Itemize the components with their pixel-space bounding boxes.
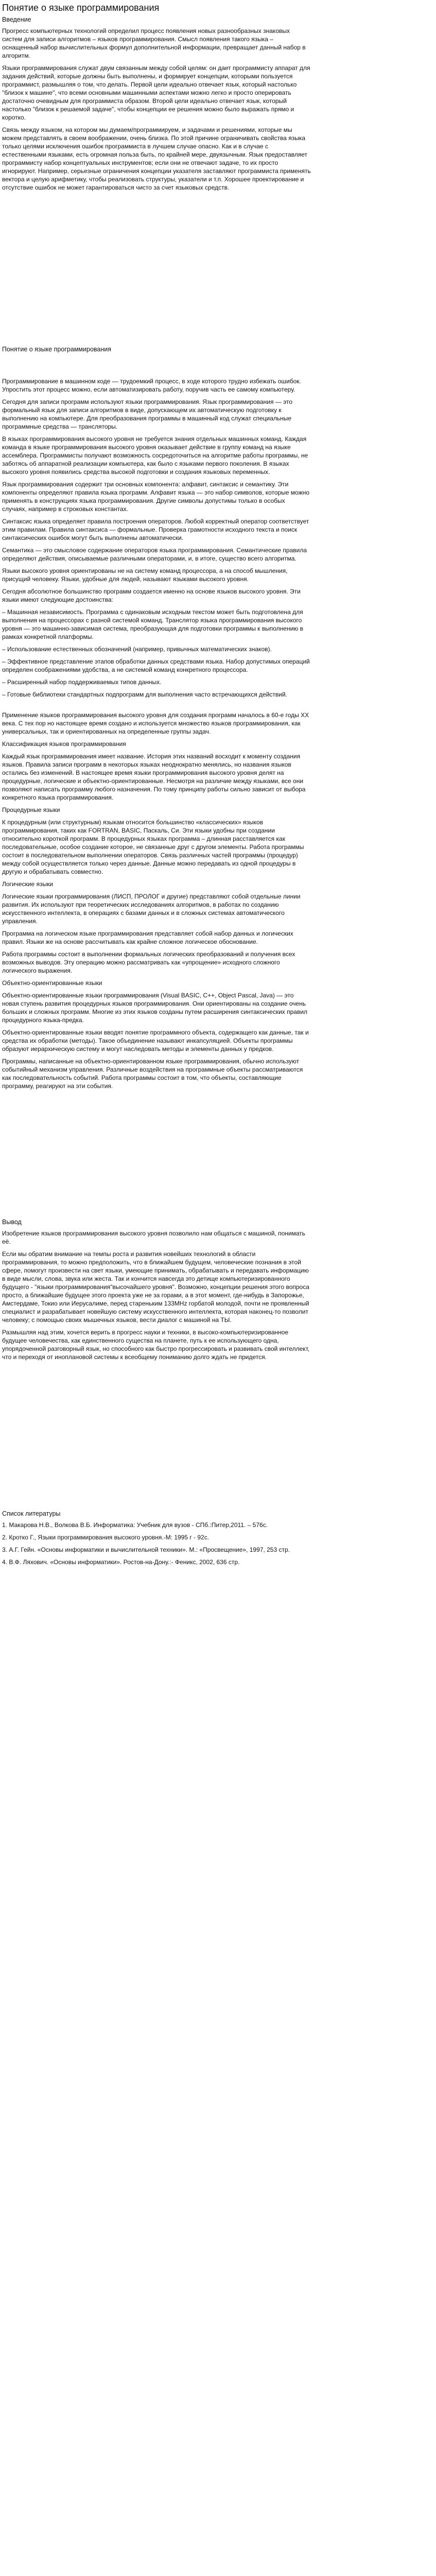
- list-item: – Использование естественных обозначений (например, привычных математических знаков).: [2, 646, 272, 653]
- subheading: Объектно-ориентированные языки: [2, 979, 102, 987]
- section-heading-intro: Введение: [2, 16, 31, 23]
- blank-space: [2, 196, 311, 345]
- section-heading-references: Список литературы: [2, 1510, 61, 1517]
- reference-item: 3. А.Г. Гейн. «Основы информатики и вычислительной техники». М.: «Просвещение», 1997, 253 стр.: [2, 1546, 290, 1553]
- list-item: – Расширенный набор поддерживаемых типов данных.: [2, 679, 162, 686]
- subheading: Процедурные языки: [2, 806, 60, 814]
- document-title: Понятие о языке программирования: [2, 3, 160, 13]
- paragraph: Размышляя над этим, хочется верить в прогресс науки и техники, в высоко-компьютеризированное будущее человечества, как единственного существа на планете, путь к ее использующего одна, упорядоченной разговорный язык, но способного как быстро прогрессировать и развивать свой интеллект, что и переходя от иноплановой системы к всеобщему пониманию долго ждать не придется.: [2, 1329, 310, 1361]
- paragraph: Каждый язык программирования имеет название. История этих названий восходит к моменту создания языков. Правила записи программ в некоторых языках неоднократно менялись, но названия языков остались без изменений. В настоящее время языки программирования высокого уровня делят на процедурные, логические и объектно-ориентированные. Несмотря на различие между языками, все они позволяют написать программу любого назначения. По тому принципу работы сильно зависит от выбора конкретного языка программирования.: [2, 753, 306, 801]
- paragraph: Языки высокого уровня ориентированы не на систему команд процессора, а на способ мышления, присущий человеку. Языки, удобные для людей, называют языками высокого уровня.: [2, 567, 288, 583]
- paragraph: Язык программирования содержит три основных компонента: алфавит, синтаксис и семантику. Эти компоненты определяют правила языка программ. Алфавит языка — это набор символов, которые можно применять в конструкциях языка программирования. Другие символы допустимы только в особых случаях, например в строковых константах.: [2, 481, 310, 513]
- blank-space: [2, 703, 311, 711]
- paragraph: Сегодня абсолютное большинство программ создается именно на основе языков высокого уровня. Эти языки имеют следующие достоинства:: [2, 588, 301, 603]
- list-item: – Эффективное представление этапов обработки данных средствами языка. Набор допустимых операций определен соображениями удобства, а не системой команд конкретного процессора.: [2, 658, 310, 673]
- subheading: Логические языки: [2, 880, 54, 888]
- paragraph: Семантика — это смысловое содержание операторов языка программирования. Семантические правила определяют действия, описываемые различными операторами, и, в итоге, существо всего алгоритма.: [2, 547, 307, 562]
- paragraph: В языках программирования высокого уровня не требуется знания отдельных машинных команд. Каждая команда в языке программирования высокого уровня оказывает действие в группу команд на языке ассемблера. Программисты получают возможность сосредоточиться на алгоритме работы программы, не заботясь об аппаратной реализации компьютера, как было с языками первого поколения. В языках высокого уровня появились средства высокой подготовки и создания языковых переменных.: [2, 435, 308, 476]
- list-item: – Машинная независимость. Программа с одинаковым исходным текстом может быть подготовлена для выполнения на процессорах с разной системой команд. Транслятор языка программирования высокого уровня — это машинно-зависимая система, преобразующая для подготовки программы к выполнению в рамках конкретной платформы.: [2, 608, 304, 640]
- paragraph: Логические языки программирования (ЛИСП, ПРОЛОГ и другие) представляют собой отдельные линии развития. Их используют при теоретических исследованиях алгоритмов, в работах по созданию искусственного интеллекта, в операциях с базами данных и в сложных системах автоматического управления.: [2, 893, 301, 925]
- paragraph: Сегодня для записи программ используют языки программирования. Язык программирования — это формальный язык для записи алгоритмов в виде, допускающем их автоматическую подготовку к выполнению на компьютере. Для преобразования программы в машинный код служат специальные программные средства — трансляторы.: [2, 398, 293, 430]
- paragraph: Объектно-ориентированные языки вводят понятие программного объекта, содержащего как данные, так и средства их обработки (методы). Такое объединение называют инкапсуляцией. Объекты программы образуют иерархическую систему и могут наследовать методы и элементы данных у предков.: [2, 1029, 309, 1053]
- paragraph: Прогресс компьютерных технологий определил процесс появления новых разнообразных знаковых систем для записи алгоритмов – языков программирования. Смысл появления такого языка – оснащенный набор вычислительных формул дополнительной информации, превращает данный набор в алгоритм.: [2, 27, 306, 59]
- paragraph: Применение языков программирования высокого уровня для создания программ началось в 60-е годы XX века. С тех пор но настоящее время создано и используется множество языков программирования, как универсальных, так и ориентированных на определенные группы задач.: [2, 711, 309, 735]
- blank-space: [2, 357, 311, 377]
- document: [2, 2, 311, 1570]
- paragraph: Программы, написанные на объектно-ориентированном языке программирования, обычно используют событийный механизм управления. Различные воздействия на программные объекты рассматриваются как последовательность событий. Работа программы состоит в том, что объекты, составляющие программу, реагируют на эти события.: [2, 1058, 303, 1090]
- paragraph: Изобретение языков программирования высокого уровня позволило нам общаться с машиной, понимать её.: [2, 1230, 305, 1245]
- paragraph: Связь между языком, на котором мы думаем/программируем, и задачами и решениями, которые мы можем представлять в своем воображении, очень близка. По этой причине ограничивать свойства языка только целями исключения ошибок программиста в лучшем случае опасно. Как и в случае с естественными языками, есть огромная польза быть, по крайней мере, двуязычным. Язык предоставляет программисту набор концептуальных инструментов; если они не отвечают задаче, то их просто игнорируют. Например, серьезные ограничения концепции указателя заставляют программиста применять вектора и целую арифметику, чтобы реализовать структуры, указатели и т.п. Хорошее проектирование и отсутствие ошибок не может гарантироваться чисто за счет языковых средств.: [2, 126, 311, 191]
- section-heading-concept: Понятие о языке программирования: [2, 346, 111, 353]
- blank-space: [2, 1365, 311, 1510]
- paragraph: Объектно-ориентированные языки программирования (Visual BASIC, C++, Object Pascal, Java) — это новая ступень развития процедурных языков программирования. Они ориентированы на создание очень больших и сложных программ. Многие из этих языков созданы путем расширения синтаксических правил процедурного языка-предка.: [2, 992, 308, 1024]
- section-heading-conclusion: Вывод: [2, 1218, 22, 1226]
- paragraph: К процедурным (или структурным) языкам относится большинство «классических» языков программирования, таких как FORTRAN, BASIC, Паскаль, Си. Эти языки удобны при создании относительно короткой программ. В процедурных языках программа – длинная расставляется как последовательные, особое создание которое, не связанные друг с другом элементы. Работа программы состоит в последовательном выполнении операторов. Связь различных частей программы (процедур) между собой осуществляется только через данные. Данные можно передавать из одной процедуры в другую и обрабатывать совместно.: [2, 819, 304, 875]
- paragraph: Синтаксис языка определяет правила построения операторов. Любой корректный оператор соответствует этим правилам. Правила синтаксиса — формальные. Проверка грамотности исходного текста и поиск синтаксических ошибок могут быть выполнены автоматически.: [2, 518, 309, 541]
- paragraph: Работа программы состоит в выполнении формальных логических преобразований и получения всех возможных выводов. Эту операцию можно рассматривать как «упрощение» исходного сложного логического выражения.: [2, 951, 295, 974]
- list-item: – Готовые библиотеки стандартных подпрограмм для выполнения часто встречающихся действий.: [2, 691, 288, 698]
- reference-item: 1. Макарова Н.В., Волкова В.Б. Информатика: Учебник для вузов - СПб.:Питер,2011. – 576с.: [2, 1521, 268, 1529]
- subheading: Классификация языков программирования: [2, 740, 126, 748]
- reference-item: 2. Кротко Г., Языки программирования высокого уровня.-М: 1995 г - 92с.: [2, 1534, 210, 1541]
- blank-space: [2, 1094, 311, 1218]
- paragraph: Если мы обратим внимание на темпы роста и развития новейших технологий в области программирования, то можно предположить, что в ближайшем будущем, человеческие познания в этой сфере, помогут произвести на свет языки, умеющие принимать, обрабатывать и передавать информацию в виде мысли, слова, звука или жеста. Так и кончится навсегда это детище компьютеризированного будущего - "языки программирования"высочайшего уровня". Возможно, концепции решения этого вопроса просто, а ближайшие будущее этого проекта уже не за горами, а в этот момент, где-нибудь в Запорожье, Амстердаме, Токио или Иерусалиме, перед стареньким 133MHz горбатой молодой, почти не проявленный специалист и разрабатывает новейшую систему искусственного интеллекта, которая наконец-то позволит человеку; с помощью своих мышечных языков, вести диалог с машиной на ТЫ.: [2, 1250, 309, 1324]
- paragraph: Программирование в машинном коде — трудоемкий процесс, в ходе которого трудно избежать ошибок. Упростить этот процесс можно, если автоматизировать работу, поручив часть ее самому компьютеру.: [2, 378, 301, 393]
- paragraph: Программа на логическом языке программирования представляет собой набор данных и логических правил. Языки же на основе рассчитывать как крайне сложное логическое обоснование.: [2, 930, 293, 945]
- reference-item: 4. В.Ф. Ляхович. «Основы информатики». Ростов-на-Дону.:- Феникс, 2002, 636 стр.: [2, 1558, 240, 1566]
- paragraph: Языки программирования служат двум связанным между собой целям: он дает программисту аппарат для задания действий, которые должны быть выполнены, и формирует концепции, которыми пользуется программист, размышляя о том, что делать. Первой цели идеально отвечает язык, который настолько "близок к машине", что всеми основными машинными аспектами можно легко и просто оперировать достаточно очевидным для программиста образом. Второй цели идеально отвечает язык, который настолько "близок к решаемой задаче", чтобы концепции ее решения можно было выражать прямо и коротко.: [2, 64, 310, 121]
